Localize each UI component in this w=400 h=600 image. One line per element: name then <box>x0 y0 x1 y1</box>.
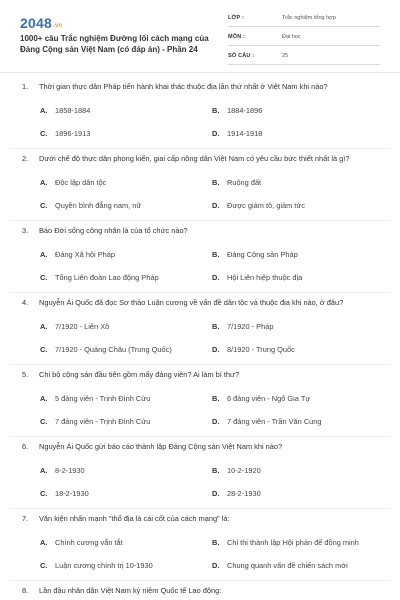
option-text: 28-2-1930 <box>227 489 261 498</box>
question-number: 8. <box>22 586 29 595</box>
meta-value: 25 <box>282 53 289 59</box>
option-b[interactable] <box>212 250 298 260</box>
question-text <box>22 226 382 236</box>
meta-key: SỐ CÂU : <box>228 53 255 59</box>
meta-key: MÔN : <box>228 34 246 40</box>
option-text: Ruộng đất <box>227 178 262 187</box>
option-d[interactable] <box>212 273 302 283</box>
option-b[interactable] <box>212 322 273 332</box>
option-a[interactable] <box>40 178 106 188</box>
question-divider <box>10 220 390 221</box>
option-text: 1858-1884 <box>55 106 91 115</box>
option-c[interactable] <box>40 201 141 211</box>
option-b[interactable] <box>212 466 261 476</box>
question-number: 4. <box>22 298 29 307</box>
option-letter: D. <box>212 129 220 138</box>
option-letter: B. <box>212 538 220 547</box>
option-c[interactable] <box>40 417 150 427</box>
meta-row-class <box>228 12 380 27</box>
question-prompt: Thời gian thực dân Pháp tiến hành khai thác thuộc địa lần thứ nhất ở Việt Nam khi nào? <box>39 82 328 91</box>
option-letter: B. <box>212 250 220 259</box>
option-letter: A. <box>40 466 48 475</box>
option-c[interactable] <box>40 129 90 139</box>
option-b[interactable] <box>212 178 261 188</box>
meta-value: Trắc nghiệm tổng hợp <box>282 15 336 21</box>
option-text: Quyền bình đẳng nam, nữ <box>55 201 142 210</box>
question-number: 5. <box>22 370 29 379</box>
question-divider <box>10 364 390 365</box>
option-text: 1884-1896 <box>227 106 263 115</box>
question-divider <box>10 508 390 509</box>
option-letter: C. <box>40 201 48 210</box>
option-text: 7 đảng viên - Trịnh Đình Cửu <box>55 417 151 426</box>
option-text: 18-2-1930 <box>55 489 89 498</box>
question-prompt: Nguyễn Ái Quốc gửi báo cáo thành lập Đảng Cộng sản Việt Nam khi nào? <box>39 442 283 451</box>
option-letter: B. <box>212 466 220 475</box>
meta-panel <box>228 12 380 69</box>
option-letter: C. <box>40 489 48 498</box>
option-letter: D. <box>212 561 220 570</box>
option-text: 10-2-1920 <box>227 466 261 475</box>
option-b[interactable] <box>212 394 310 404</box>
option-c[interactable] <box>40 273 159 283</box>
question-divider <box>10 436 390 437</box>
option-letter: D. <box>212 273 220 282</box>
question-prompt: Nguyễn Ái Quốc đã đọc Sơ thảo Luận cương về vấn đề dân tộc và thuộc địa khi nào, ở đâu? <box>39 298 344 307</box>
question-text <box>22 82 382 92</box>
option-text: 5 đảng viên - Trịnh Đình Cửu <box>55 394 151 403</box>
question-prompt: Văn kiện nhấn mạnh "thổ địa là cái cốt của cách mạng" là: <box>39 514 230 523</box>
option-text: 8/1920 - Trung Quốc <box>227 345 295 354</box>
question-prompt: Dưới chế độ thực dân phong kiến, giai cấp nông dân Việt Nam có yêu cầu bức thiết nhất là gì? <box>39 154 350 163</box>
option-text: 7/1920 - Liên Xô <box>55 322 110 331</box>
option-text: Hội Liên hiệp thuộc địa <box>227 273 303 282</box>
option-letter: A. <box>40 106 48 115</box>
option-b[interactable] <box>212 538 359 548</box>
option-letter: C. <box>40 345 48 354</box>
option-a[interactable] <box>40 394 150 404</box>
option-d[interactable] <box>212 129 262 139</box>
option-letter: D. <box>212 345 220 354</box>
option-text: 8-2-1930 <box>55 466 85 475</box>
question-divider <box>10 580 390 581</box>
option-letter: D. <box>212 201 220 210</box>
option-text: Luận cương chính trị 10-1930 <box>55 561 153 570</box>
option-letter: C. <box>40 129 48 138</box>
option-a[interactable] <box>40 466 85 476</box>
question-number: 6. <box>22 442 29 451</box>
option-letter: D. <box>212 417 220 426</box>
question-prompt: Lần đầu nhân dân Việt Nam kỷ niệm Quốc tế Lao động: <box>39 586 222 595</box>
option-text: 6 đảng viên - Ngô Gia Tự <box>227 394 311 403</box>
option-letter: A. <box>40 178 48 187</box>
logo-text: 2048 <box>20 15 52 31</box>
meta-value: Đại học <box>282 34 301 40</box>
option-letter: A. <box>40 250 48 259</box>
option-d[interactable] <box>212 345 295 355</box>
option-d[interactable] <box>212 201 305 211</box>
question-text <box>22 154 382 164</box>
option-letter: C. <box>40 417 48 426</box>
meta-row-count <box>228 50 380 65</box>
option-a[interactable] <box>40 106 90 116</box>
option-a[interactable] <box>40 322 109 332</box>
question-number: 7. <box>22 514 29 523</box>
option-text: 1896-1913 <box>55 129 91 138</box>
header-divider <box>0 72 400 73</box>
question-number: 3. <box>22 226 29 235</box>
option-text: Chỉ thị thành lập Hội phản đế đồng minh <box>227 538 359 547</box>
meta-key: LỚP : <box>228 15 244 21</box>
option-letter: C. <box>40 561 48 570</box>
option-letter: A. <box>40 322 48 331</box>
option-letter: A. <box>40 538 48 547</box>
question-text <box>22 442 382 452</box>
option-text: Tổng Liên đoàn Lao động Pháp <box>55 273 159 282</box>
option-letter: D. <box>212 489 220 498</box>
logo-suffix: .vn <box>52 23 63 29</box>
question-text <box>22 370 382 380</box>
question-text <box>22 298 382 308</box>
option-letter: B. <box>212 178 220 187</box>
document-title: 1000+ câu Trắc nghiệm Đường lối cách mạng của Đảng Cộng sản Việt Nam (có đáp án) - Phần 24 <box>20 34 209 54</box>
meta-row-subject <box>228 31 380 46</box>
option-text: Độc lập dân tộc <box>55 178 107 187</box>
site-logo[interactable] <box>20 15 62 31</box>
option-letter: C. <box>40 273 48 282</box>
option-text: 1914-1918 <box>227 129 263 138</box>
option-c[interactable] <box>40 489 89 499</box>
question-prompt: Chi bộ cộng sản đầu tiên gồm mấy đảng viên? Ai làm bí thư? <box>39 370 240 379</box>
option-c[interactable] <box>40 561 153 571</box>
question-text <box>22 514 382 524</box>
option-letter: B. <box>212 322 220 331</box>
option-text: Được giảm tô, giảm tức <box>227 201 305 210</box>
option-text: 7/1920 - Pháp <box>227 322 274 331</box>
option-text: Chung quanh vấn đề chiến sách mới <box>227 561 348 570</box>
option-text: 7/1920 - Quảng Châu (Trung Quốc) <box>55 345 172 354</box>
option-d[interactable] <box>212 417 322 427</box>
option-a[interactable] <box>40 250 115 260</box>
option-letter: A. <box>40 394 48 403</box>
question-text <box>22 586 382 596</box>
question-divider <box>10 148 390 149</box>
option-text: Chính cương vắn tắt <box>55 538 123 547</box>
document-header <box>0 0 400 72</box>
option-a[interactable] <box>40 538 123 548</box>
option-d[interactable] <box>212 561 348 571</box>
option-b[interactable] <box>212 106 262 116</box>
option-text: Đảng Cộng sản Pháp <box>227 250 298 259</box>
option-d[interactable] <box>212 489 261 499</box>
question-number: 1. <box>22 82 29 91</box>
question-number: 2. <box>22 154 29 163</box>
option-letter: B. <box>212 394 220 403</box>
question-divider <box>10 292 390 293</box>
question-prompt: Báo Đời sống công nhân là của tổ chức nào? <box>39 226 188 235</box>
option-text: Đảng Xã hội Pháp <box>55 250 115 259</box>
option-text: 7 đảng viên - Trần Văn Cung <box>227 417 322 426</box>
option-letter: B. <box>212 106 220 115</box>
option-c[interactable] <box>40 345 172 355</box>
